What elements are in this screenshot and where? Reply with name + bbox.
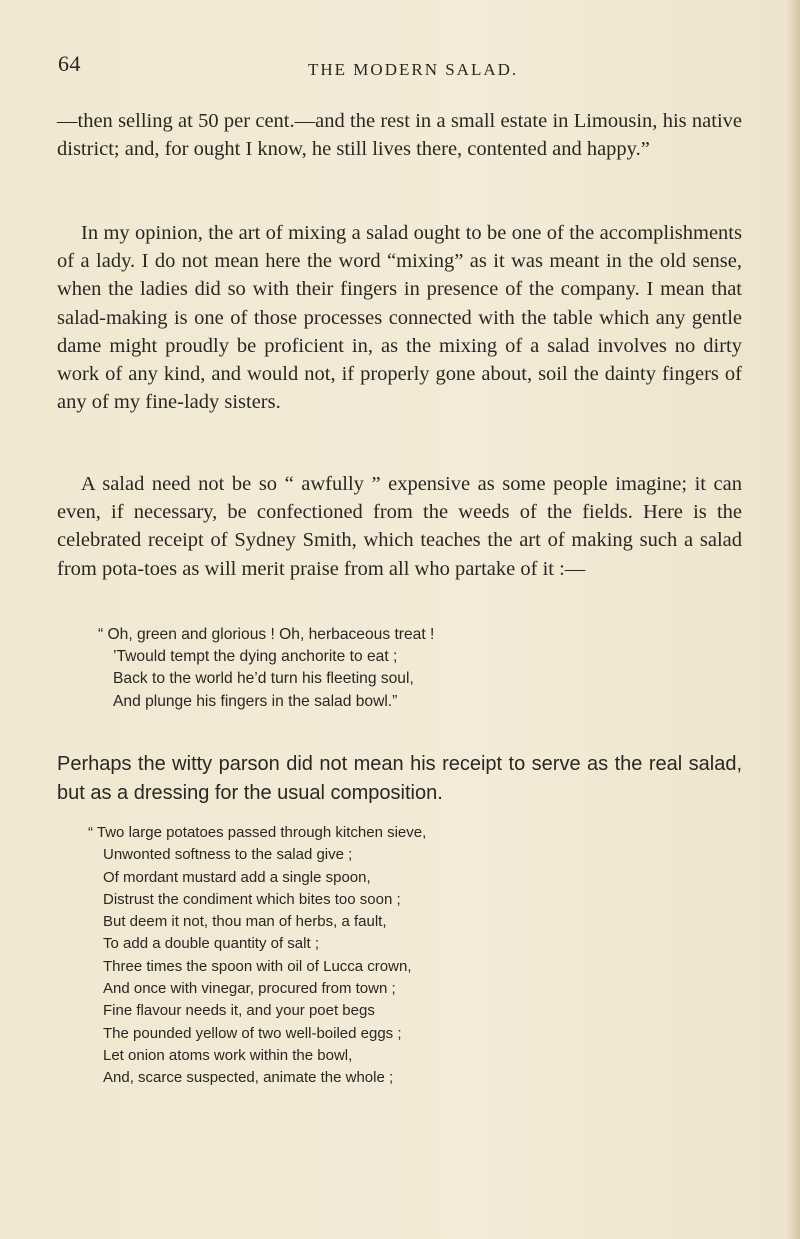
verse-block-1 [98, 624, 434, 713]
verse-block-2 [88, 822, 426, 1090]
verse-line: Three times the spoon with oil of Lucca crown, [103, 957, 412, 975]
verse-line: To add a double quantity of salt ; [103, 935, 319, 953]
verse-line: “ Two large potatoes passed through kitchen sieve, [88, 824, 427, 841]
verse-line: Fine flavour needs it, and your poet begs [103, 1002, 375, 1020]
verse-line: “ Oh, green and glorious ! Oh, herbaceous treat ! [98, 626, 435, 643]
verse-line: Of mordant mustard add a single spoon, [103, 868, 371, 886]
paragraph-1: —then selling at 50 per cent.—and the rest in a small estate in Limousin, his native district; and, for ought I know, he still lives there, contented and happy.” [57, 110, 742, 161]
paragraph-3: A salad need not be so “ awfully ” expensive as some people imagine; it can even, if necessary, be confectioned from the weeds of the fields. Here is the celebrated receipt of Sydney Smith, which teaches the art of making such a salad from pota-toes as will merit praise from all who partake of it :— [57, 473, 742, 580]
verse-line: But deem it not, thou man of herbs, a fault, [103, 913, 387, 931]
verse-line: And plunge his fingers in the salad bowl.” [113, 692, 398, 710]
verse-line: ’Twould tempt the dying anchorite to eat ; [113, 648, 398, 666]
verse-line: The pounded yellow of two well-boiled eggs ; [103, 1024, 402, 1042]
paragraph-2: In my opinion, the art of mixing a salad ought to be one of the accomplishments of a lady. I do not mean here the word “mixing” as it was meant in the old sense, when the ladies did so with their fingers in presence of the company. I mean that salad-making is one of those processes connected with the table which any gentle dame might proudly be proficient in, as the mixing of a salad involves no dirty work of any kind, and would not, if properly gone about, soil the dainty fingers of any of my fine-lady sisters. [57, 222, 742, 414]
verse-line: Distrust the condiment which bites too soon ; [103, 890, 401, 908]
page-edge-shadow [786, 0, 800, 1239]
running-title: THE MODERN SALAD. [308, 60, 519, 79]
verse-line: Unwonted softness to the salad give ; [103, 846, 353, 864]
verse-line: And once with vinegar, procured from town ; [103, 980, 396, 998]
verse-line: And, scarce suspected, animate the whole ; [103, 1069, 394, 1087]
verse-line: Let onion atoms work within the bowl, [103, 1046, 353, 1064]
paragraph-4: Perhaps the witty parson did not mean his receipt to serve as the real salad, but as a dressing for the usual composition. [57, 753, 742, 804]
verse-line: Back to the world he’d turn his fleeting soul, [113, 670, 414, 688]
page-number: 64 [58, 51, 81, 76]
